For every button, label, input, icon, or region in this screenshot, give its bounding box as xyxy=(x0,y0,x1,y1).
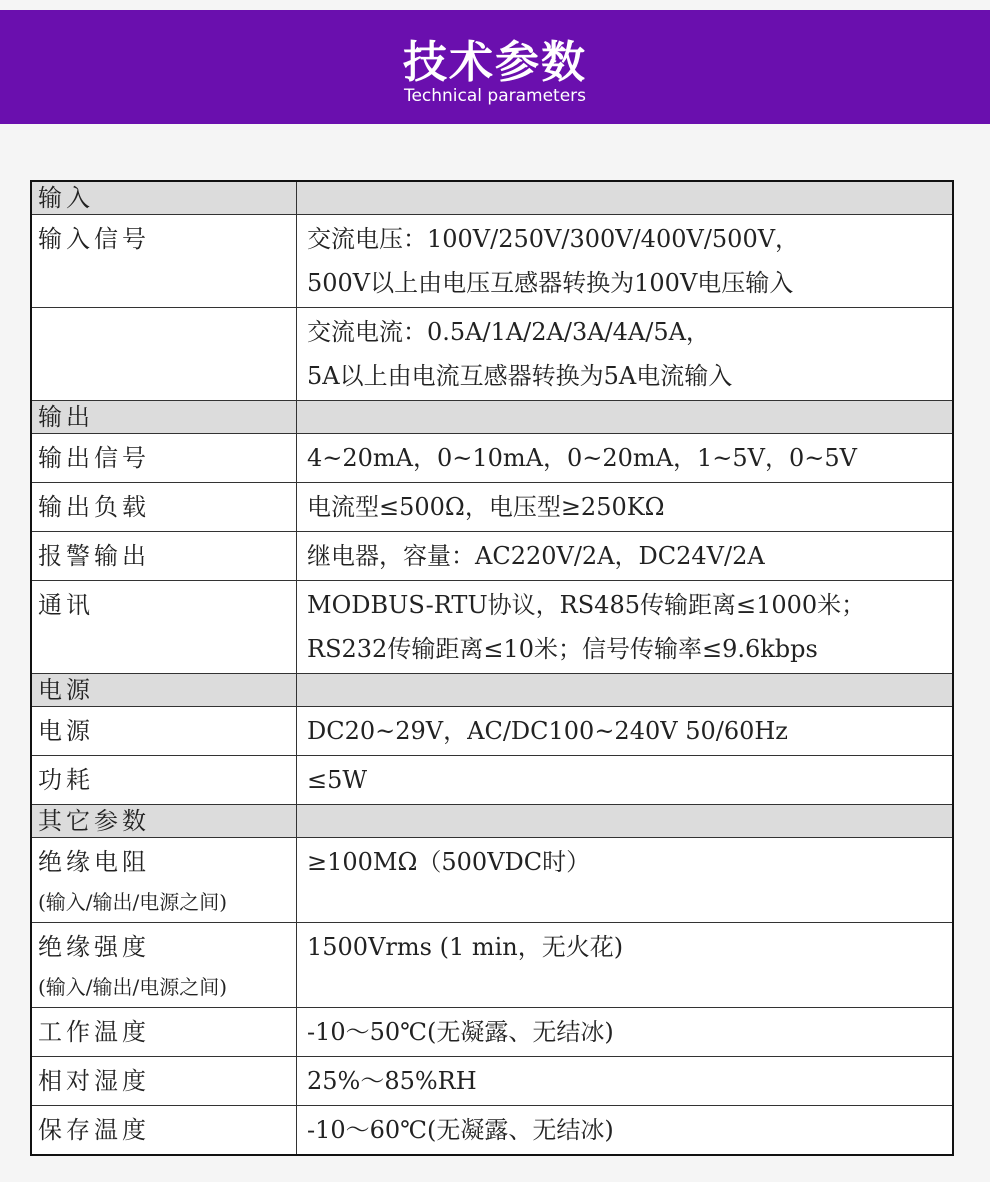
param-value xyxy=(297,1008,954,1057)
param-note: (输入/输出/电源之间) xyxy=(38,890,228,914)
param-value-line: 5A以上由电流互感器转换为5A电流输入 xyxy=(307,362,733,390)
param-value-line: -10～50℃(无凝露、无结冰) xyxy=(307,1018,614,1046)
param-value-line: 交流电压：100V/250V/300V/400V/500V， xyxy=(307,225,800,253)
page-subtitle: Technical parameters xyxy=(403,86,587,106)
param-value-line: 1500Vrms (1 min，无火花) xyxy=(307,933,624,961)
param-value-line: RS232传输距离≤10米；信号传输率≤9.6kbps xyxy=(307,635,818,663)
param-name-text: 电源 xyxy=(38,717,94,745)
param-value-line: ≥100MΩ（500VDC时） xyxy=(307,848,591,876)
param-name xyxy=(31,308,297,401)
param-name-text: 其它参数 xyxy=(38,807,150,835)
section-value xyxy=(297,181,954,215)
param-name xyxy=(31,1008,297,1057)
param-value-line: -10～60℃(无凝露、无结冰) xyxy=(307,1116,614,1144)
spec-table xyxy=(30,180,954,1156)
table-row xyxy=(31,707,953,756)
param-name xyxy=(31,215,297,308)
param-name-text: 输出信号 xyxy=(38,444,150,472)
section-title xyxy=(31,181,297,215)
param-name-text: 绝缘电阻 xyxy=(38,848,150,876)
param-name-text: 功耗 xyxy=(38,766,94,794)
param-name-text: 通讯 xyxy=(38,591,94,619)
param-value-line: 500V以上由电压互感器转换为100V电压输入 xyxy=(307,269,794,297)
table-row xyxy=(31,483,953,532)
section-row xyxy=(31,401,953,434)
param-value xyxy=(297,1057,954,1106)
table-row xyxy=(31,923,953,1008)
section-title xyxy=(31,805,297,838)
param-value xyxy=(297,483,954,532)
param-note: (输入/输出/电源之间) xyxy=(38,975,228,999)
spec-table-body xyxy=(31,181,953,1155)
param-value-line: 电流型≤500Ω，电压型≥250KΩ xyxy=(307,493,665,521)
section-value xyxy=(297,401,954,434)
table-row xyxy=(31,1008,953,1057)
table-row xyxy=(31,838,953,923)
param-value-line: 继电器，容量：AC220V/2A，DC24V/2A xyxy=(307,542,765,570)
section-value xyxy=(297,805,954,838)
param-value-line: 25%～85%RH xyxy=(307,1067,477,1095)
param-name-text: 绝缘强度 xyxy=(38,933,150,961)
table-row xyxy=(31,1057,953,1106)
table-row xyxy=(31,532,953,581)
param-value xyxy=(297,215,954,308)
param-name-text: 保存温度 xyxy=(38,1116,150,1144)
param-value xyxy=(297,838,954,923)
param-name-text: 电源 xyxy=(38,676,94,704)
param-value-line: MODBUS-RTU协议，RS485传输距离≤1000米； xyxy=(307,591,866,619)
page-title: 技术参数 xyxy=(403,37,587,88)
param-name xyxy=(31,483,297,532)
table-row xyxy=(31,581,953,674)
section-row xyxy=(31,674,953,707)
section-row xyxy=(31,181,953,215)
param-value-line: 交流电流：0.5A/1A/2A/3A/4A/5A， xyxy=(307,318,710,346)
param-value xyxy=(297,756,954,805)
param-name-text: 输出负载 xyxy=(38,493,150,521)
param-name-text: 输入信号 xyxy=(38,225,150,253)
param-value xyxy=(297,434,954,483)
param-name xyxy=(31,434,297,483)
table-row xyxy=(31,756,953,805)
table-row xyxy=(31,1106,953,1156)
table-row xyxy=(31,308,953,401)
table-row xyxy=(31,215,953,308)
table-row xyxy=(31,434,953,483)
page-header xyxy=(0,10,990,124)
param-name xyxy=(31,581,297,674)
param-name-text: 相对湿度 xyxy=(38,1067,150,1095)
param-name xyxy=(31,756,297,805)
param-name-text: 报警输出 xyxy=(38,542,150,570)
param-value-line: ≤5W xyxy=(307,766,368,794)
param-name xyxy=(31,707,297,756)
param-value xyxy=(297,308,954,401)
param-name xyxy=(31,838,297,923)
param-value xyxy=(297,532,954,581)
param-name xyxy=(31,1106,297,1156)
param-name xyxy=(31,923,297,1008)
param-name xyxy=(31,1057,297,1106)
param-value xyxy=(297,1106,954,1156)
param-value xyxy=(297,707,954,756)
section-row xyxy=(31,805,953,838)
section-title xyxy=(31,674,297,707)
param-name-text: 工作温度 xyxy=(38,1018,150,1046)
param-name xyxy=(31,532,297,581)
param-value xyxy=(297,581,954,674)
param-value-line: DC20~29V，AC/DC100~240V 50/60Hz xyxy=(307,717,788,745)
section-title xyxy=(31,401,297,434)
param-value-line: 4~20mA，0~10mA，0~20mA，1~5V，0~5V xyxy=(307,444,857,472)
param-value xyxy=(297,923,954,1008)
param-name-text: 输入 xyxy=(38,184,94,212)
param-name-text: 输出 xyxy=(38,403,94,431)
section-value xyxy=(297,674,954,707)
